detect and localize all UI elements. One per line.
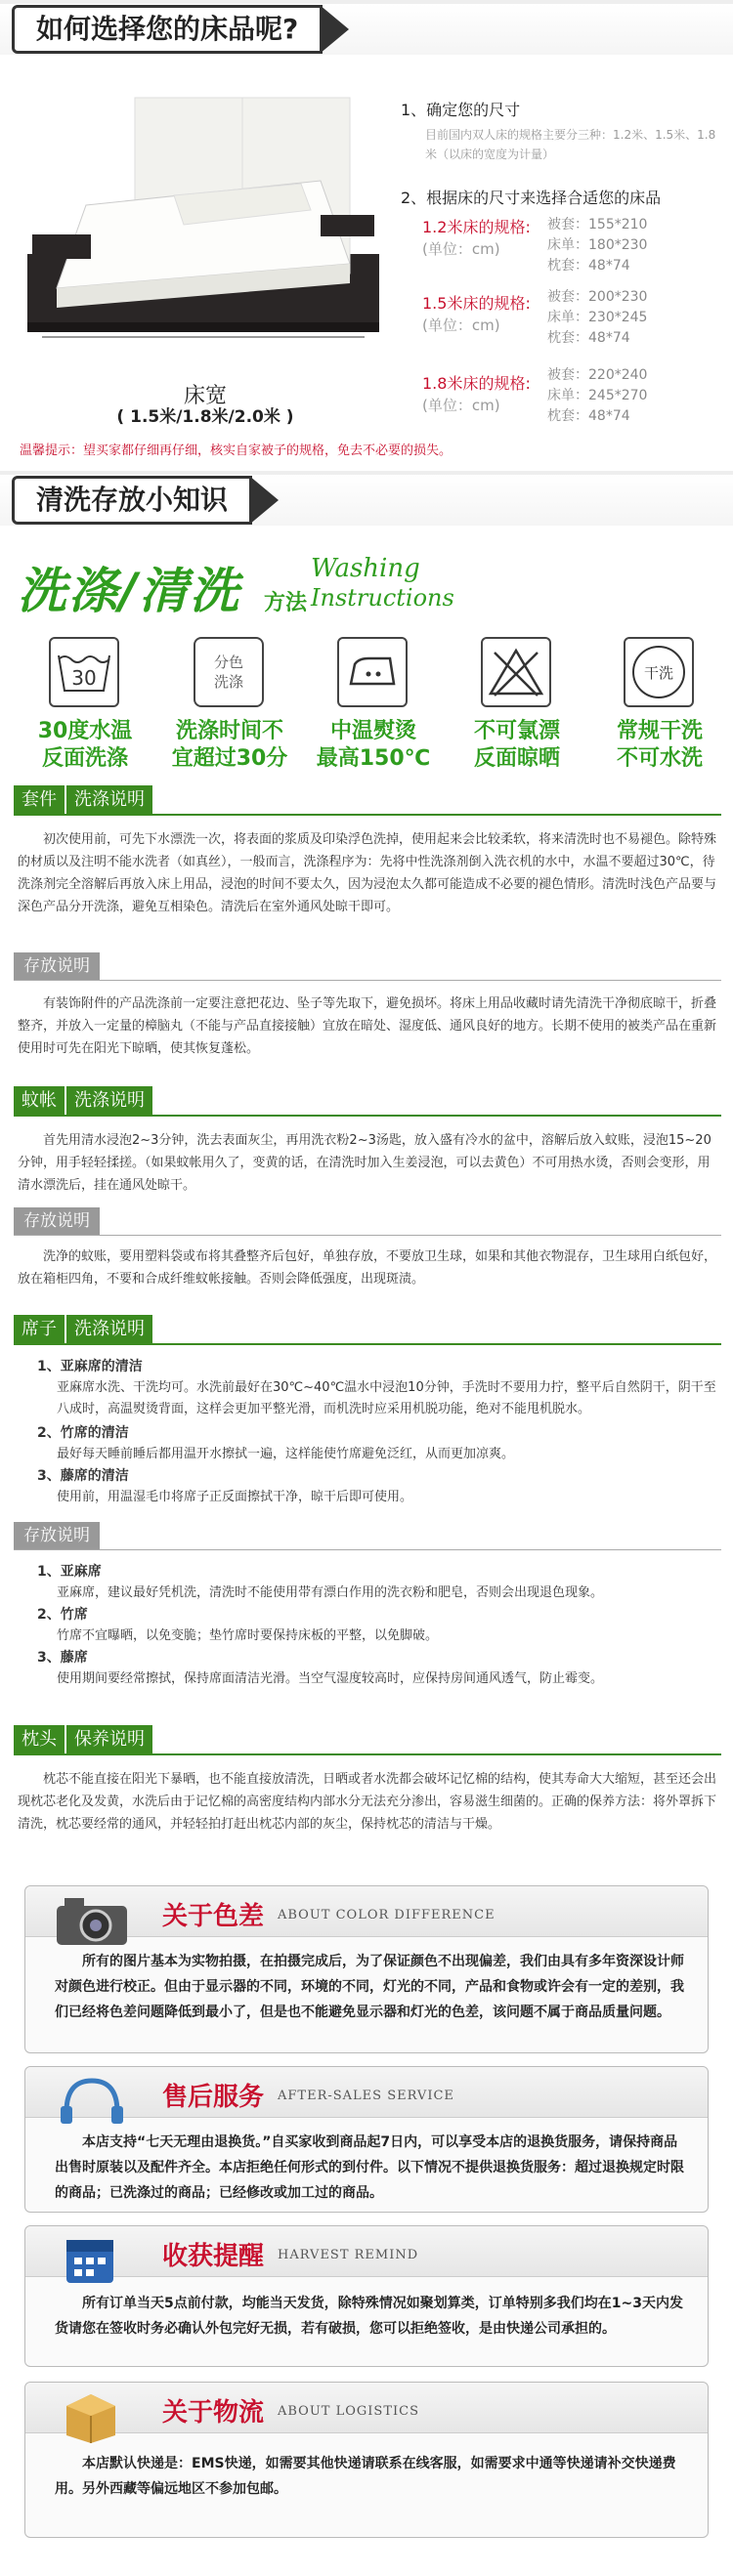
- mat-store-title: 3、藤席: [37, 1650, 88, 1666]
- mat-item-title: 1、亚麻席的清洁: [37, 1359, 143, 1374]
- no-bleach-icon: [481, 637, 551, 707]
- size-block-1-8: [422, 373, 531, 416]
- mat-wash-items: [37, 1356, 716, 1508]
- size-specs-1-5: [547, 287, 647, 349]
- dry-clean-icon: [624, 637, 694, 707]
- card-title: 收获提醒: [162, 2242, 265, 2271]
- spec-pillowcase: 枕套：48*74: [547, 408, 630, 424]
- size-specs-1-2: [547, 215, 647, 276]
- suit-wash-text: 初次使用前，可先下水漂洗一次，将表面的浆质及印染浮色洗掉，使用起来会比较柔软，将来清洗时也不易褪色。除特殊的材质以及注明不能水洗者（如真丝），一般而言，洗涤程序为：先将中性洗涤剂倒入洗衣机的水中，水温不要超过30℃，待洗涤剂完全溶解后再放入床上用品，浸泡的时间不要太久，因为浸泡太久都可能造成不必要的褪色情形。清洗时浅色产品要与深色产品分开洗涤，避免互相染色。清洗后在室外通风处晾干即可。: [18, 832, 717, 914]
- size-unit: (单位：cm): [422, 240, 500, 258]
- bed-width-label: 床宽: [183, 384, 227, 408]
- pillow-care-text: 枕芯不能直接在阳光下暴晒，也不能直接放清洗，日晒或者水洗都会破坏记忆棉的结构，使其寿命大大缩短，甚至还会出现枕芯老化及发黄，水洗后由于记忆棉的高密度结构内部水分无法充分渗出，容易滋生细菌的。正确的保养方法：将外罩拆下清洗，枕芯要经常的通风，并轻轻拍打赶出枕芯内部的灰尘，保持枕芯的清洁与干燥。: [18, 1772, 717, 1832]
- card-text: 所有的图片基本为实物拍摄，在拍摄完成后，为了保证颜色不出现偏差，我们由具有多年资深设计师对颜色进行校正。但由于显示器的不同，环境的不同，灯光的不同，产品和食物或许会有一定的差别，我们已经将色差问题降低到最小了，但是也不能避免显示器和灯光的色差，该问题不属于商品质量问题。: [55, 1954, 684, 2020]
- camera-icon: [53, 1892, 131, 1947]
- card-en-title: HARVEST REMIND: [278, 2248, 419, 2262]
- spec-quilt: 被套：155*210: [547, 217, 648, 232]
- card-color-difference: [24, 1885, 709, 2053]
- washing-title-en1: Washing: [311, 554, 420, 583]
- size-block-1-5: [422, 293, 531, 336]
- spec-sheet: 床单：230*245: [547, 310, 648, 325]
- mat-store-title: 1、亚麻席: [37, 1564, 102, 1580]
- mat-item-title: 2、竹席的清洁: [37, 1425, 129, 1441]
- spec-quilt: 被套：200*230: [547, 289, 648, 305]
- wash-label-3: 中温熨烫 最高150℃: [316, 719, 431, 771]
- mat-item-text: 使用前，用温湿毛巾将席子正反面擦拭干净，晾干后即可使用。: [57, 1490, 413, 1504]
- card-logistics: [24, 2382, 709, 2538]
- suit-section-line: [14, 814, 721, 816]
- mat-item-title: 3、藤席的清洁: [37, 1468, 129, 1484]
- mat-store-tag: 存放说明: [14, 1522, 100, 1549]
- wash-label-1: 30度水温 反面洗涤: [37, 719, 133, 771]
- wash-30-icon: [49, 637, 119, 707]
- size-name: 1.5米床的规格:: [422, 294, 531, 313]
- mat-item-text: 最好每天睡前睡后都用温开水擦拭一遍，这样能使竹席避免泛红，从而更加凉爽。: [57, 1447, 515, 1461]
- net-store-text: 洗净的蚊账，要用塑料袋或布将其叠整齐后包好，单独存放，不要放卫生球，如果和其他衣物混存，卫生球用白纸包好，放在箱柜四角，不要和合成纤维蚊帐接触。否则会降低强度，出现斑渍。: [18, 1249, 717, 1287]
- spec-sheet: 床单：180*230: [547, 237, 648, 253]
- card-en-title: AFTER-SALES SERVICE: [278, 2089, 454, 2103]
- size-block-1-2: [422, 217, 531, 260]
- separate-color-icon: 分色 洗涤: [194, 637, 264, 707]
- net-wash-text: 首先用清水浸泡2~3分钟，洗去表面灰尘，再用洗衣粉2~3汤匙，放入盛有冷水的盆中，溶解后放入蚊账，浸泡15~20分钟，用手轻轻揉搓。（如果蚊帐用久了，变黄的话，在清洗时加入生姜浸泡，可以去黄色）不可用热水烫，否则会变形，用清水漂洗后，挂在通风处晾干。: [18, 1133, 711, 1193]
- mat-section-line: [14, 1343, 721, 1345]
- iron-icon: [337, 637, 408, 707]
- spec-pillowcase: 枕套：48*74: [547, 258, 630, 274]
- suit-store-line: [14, 980, 721, 981]
- suit-store-text: 有装饰附件的产品洗涤前一定要注意把花边、坠子等先取下，避免损坏。将床上用品收藏时请先清洗干净彻底晾干，折叠整齐，并放入一定量的樟脑丸（不能与产品直接接触）宜放在暗处、湿度低、通风良好的地方。长期不使用的被类产品在重新使用时可先在阳光下晾晒，使其恢复蓬松。: [18, 996, 717, 1056]
- box-icon: [59, 2386, 123, 2445]
- washing-method: 方法: [264, 591, 308, 615]
- net-store-tag: 存放说明: [14, 1207, 100, 1235]
- bed-width-sizes: ( 1.5米/1.8米/2.0米 ): [116, 407, 294, 427]
- card-harvest-remind: [24, 2225, 709, 2367]
- step2-title: 2、根据床的尺寸来选择合适您的床品: [401, 189, 662, 207]
- card-en-title: ABOUT COLOR DIFFERENCE: [278, 1908, 496, 1922]
- card-text: 所有订单当天5点前付款，均能当天发货，除特殊情况如聚划算类，订单特别多我们均在1~3天内发货请您在签收时务必确认外包完好无损，若有破损，您可以拒绝签收，是由快递公司承担的。: [55, 2296, 683, 2337]
- step1-desc: 目前国内双人床的规格主要分三种：1.2米、1.5米、1.8米（以床的宽度为计量）: [425, 128, 716, 161]
- mat-store-text: 使用期间要经常擦拭，保持席面清洁光滑。当空气湿度较高时，应保持房间通风透气，防止霉变。: [57, 1671, 604, 1686]
- section-title-choose-bedding: 如何选择您的床品呢?: [12, 5, 323, 54]
- net-section-tag: 蚊帐 洗涤说明: [14, 1086, 152, 1116]
- size-specs-1-8: [547, 365, 647, 427]
- suit-store-tag: 存放说明: [14, 952, 100, 980]
- mat-section-tag: 席子 洗涤说明: [14, 1315, 152, 1344]
- card-title: 售后服务: [162, 2083, 265, 2112]
- mat-store-line: [14, 1549, 721, 1550]
- wash-label-2: 洗涤时间不 宜超过30分: [171, 719, 288, 771]
- size-name: 1.2米床的规格:: [422, 218, 531, 236]
- wash-label-5: 常规干洗 不可水洗: [616, 719, 703, 771]
- section-title-washing-knowledge: 清洗存放小知识: [12, 476, 252, 525]
- wash-30-text: 30: [71, 666, 97, 690]
- dry-clean-text: 干洗: [632, 646, 685, 698]
- net-store-line: [14, 1235, 721, 1236]
- suit-section-tag: 套件 洗涤说明: [14, 785, 152, 815]
- washing-title-cn: 洗涤/清洗: [18, 563, 241, 619]
- mat-item-text: 亚麻席水洗、干洗均可。水洗前最好在30℃~40℃温水中浸泡10分钟，手洗时不要用力拧，整平后自然阴干，阴干至八成时，高温熨烫背面，这样会更加平整光滑，而机洗时应采用机脱功能，绝对不能甩机脱水。: [57, 1380, 716, 1416]
- card-title: 关于色差: [162, 1902, 265, 1931]
- wash-label-4: 不可氯漂 反面晾晒: [473, 719, 560, 771]
- calendar-icon: [61, 2230, 119, 2289]
- net-section-line: [14, 1115, 721, 1117]
- bed-illustration: [27, 88, 379, 371]
- spec-pillowcase: 枕套：48*74: [547, 330, 630, 346]
- pillow-section-tag: 枕头 保养说明: [14, 1725, 152, 1754]
- headset-icon: [53, 2073, 131, 2128]
- mat-store-text: 竹席不宜曝晒，以免变脆；垫竹席时要保持床板的平整，以免脚破。: [57, 1628, 439, 1643]
- card-text: 本店支持“七天无理由退换货。”自买家收到商品起7日内，可以享受本店的退换货服务，请保持商品出售时原装以及配件齐全。本店拒绝任何形式的到付件。以下情况不提供退换货服务：超过退换规定时限的商品；已洗涤过的商品；已经修改或加工过的商品。: [55, 2134, 684, 2201]
- spec-quilt: 被套：220*240: [547, 367, 648, 383]
- step1-title: 1、确定您的尺寸: [401, 101, 521, 119]
- size-name: 1.8米床的规格:: [422, 374, 531, 393]
- mat-store-text: 亚麻席，建议最好凭机洗，清洗时不能使用带有漂白作用的洗衣粉和肥皂，否则会出现退色现象。: [57, 1585, 604, 1600]
- card-text: 本店默认快递是：EMS快递，如需要其他快递请联系在线客服，如需要求中通等快递请补交快递费用。另外西藏等偏远地区不参加包邮。: [55, 2456, 676, 2497]
- card-after-sales: [24, 2066, 709, 2213]
- pillow-section-line: [14, 1753, 721, 1755]
- card-en-title: ABOUT LOGISTICS: [278, 2404, 419, 2419]
- spec-sheet: 床单：245*270: [547, 388, 648, 403]
- mat-store-items: [37, 1561, 716, 1690]
- warm-tip: 温馨提示：望买家都仔细再仔细，核实自家被子的规格，免去不必要的损失。: [20, 443, 453, 458]
- mat-store-title: 2、竹席: [37, 1607, 88, 1623]
- washing-title-en2: Instructions: [311, 584, 454, 612]
- size-unit: (单位：cm): [422, 397, 500, 414]
- card-title: 关于物流: [162, 2398, 265, 2428]
- size-unit: (单位：cm): [422, 317, 500, 334]
